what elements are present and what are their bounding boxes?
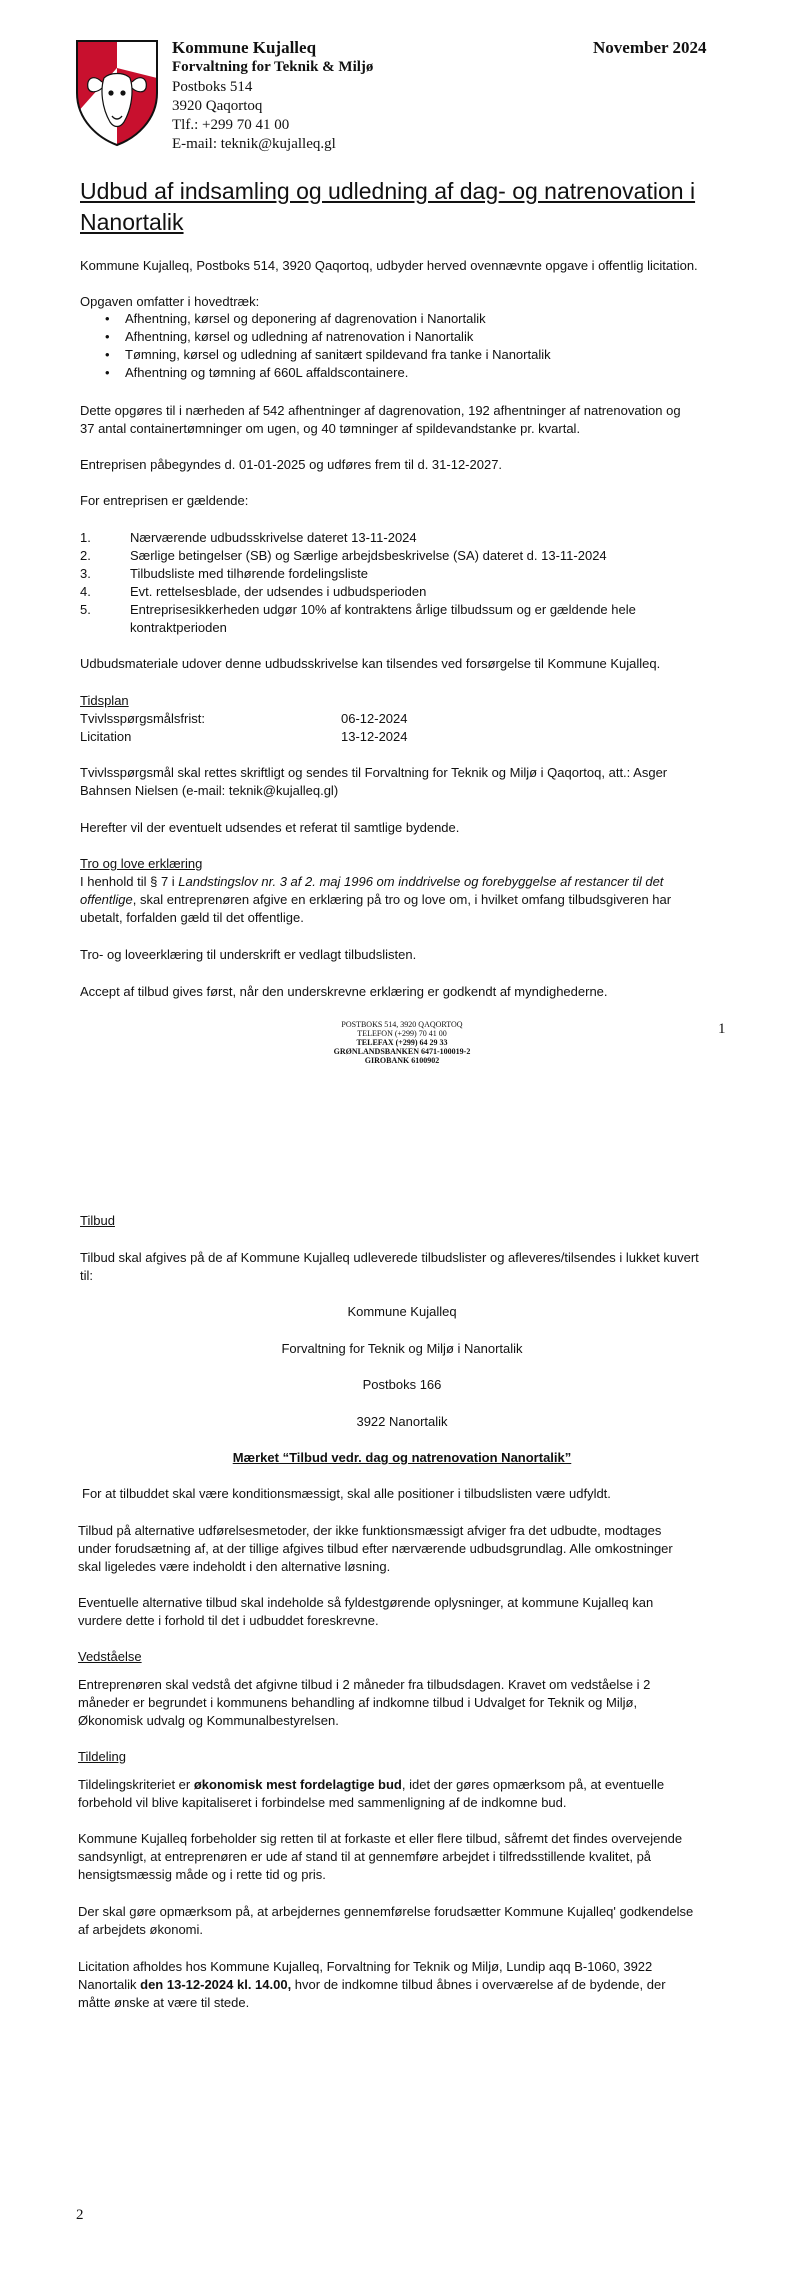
delivery-city: 3922 Nanortalik — [356, 1414, 448, 1429]
alternative-text-line-1: Tilbud på alternative udførelsesmetoder, der ikke funktionsmæssigt afviger fra det udbudte, modtages — [78, 1523, 662, 1538]
document-date: November 2024 — [593, 38, 707, 57]
list-item: 2. Særlige betingelser (SB) og Særlige arbejdsbeskrivelse (SA) dateret d. 13-11-2024 — [80, 548, 607, 563]
phone-number: Tlf.: +299 70 41 00 — [172, 117, 290, 133]
licitation-text-line-2: Nanortalik den 13-12-2024 kl. 14.00, hvor de indkomne tilbud åbnes i overværelse af de bydende, der — [78, 1977, 666, 1992]
schedule-heading: Tidsplan — [80, 693, 129, 708]
delivery-dept: Forvaltning for Teknik og Miljø i Nanortalik — [281, 1341, 523, 1356]
intro-paragraph: Kommune Kujalleq, Postboks 514, 3920 Qaqortoq, udbyder herved ovennævnte opgave i offentlig licitation. — [80, 258, 698, 273]
address-line-2: 3920 Qaqortoq — [172, 98, 263, 114]
list-item: • Afhentning, kørsel og udledning af natrenovation i Nanortalik — [105, 328, 551, 346]
questions-text-line-2: Bahnsen Nielsen (e-mail: teknik@kujalleq.gl) — [80, 783, 339, 798]
tilbud-heading: Tilbud — [80, 1213, 115, 1228]
footer-block — [0, 1020, 804, 1065]
tilbud-text-line-1: Tilbud skal afgives på de af Kommune Kujalleq udleverede tilbudslister og afleveres/tilsendes i lukket kuvert — [80, 1250, 699, 1265]
alternative-text-line-2: under forudsætning af, at der tillige afgives tilbud efter nærværende udbudsgrundlag. Alle omkostninger — [78, 1541, 673, 1556]
questions-text-line-1: Tvivlsspørgsmål skal rettes skriftligt og sendes til Forvaltning for Teknik og Miljø i Qaqortoq, att.: Asger — [80, 765, 668, 780]
schedule-value-questions: 06-12-2024 — [341, 711, 408, 726]
period-text: Entreprisen påbegyndes d. 01-01-2025 og udføres frem til d. 31-12-2027. — [80, 457, 503, 472]
applies-list — [80, 529, 730, 637]
footer-address: POSTBOKS 514, 3920 QAQORTOQ — [341, 1020, 463, 1029]
vedstaelse-text-line-1: Entreprenøren skal vedstå det afgivne tilbud i 2 måneder fra tilbudsdagen. Kravet om vedståelse i 2 — [78, 1677, 651, 1692]
alternative2-text-line-1: Eventuelle alternative tilbud skal indeholde så fyldestgørende oplysninger, at kommune Kujalleq kan — [78, 1595, 654, 1610]
footer-bank: GRØNLANDSBANKEN 6471-100019-2 — [333, 1047, 471, 1056]
applies-heading: For entreprisen er gældende: — [80, 493, 249, 508]
delivery-org: Kommune Kujalleq — [347, 1304, 457, 1319]
municipality-coat-of-arms — [74, 38, 160, 148]
alternative-text-line-3: skal ligeledes være indeholdt i den alternative løsning. — [78, 1559, 391, 1574]
vedstaelse-text-line-2: måneder er begrundet i kommunens behandling af indkomne tilbud i Udvalget for Teknik og Miljø, — [78, 1695, 638, 1710]
schedule-label-questions: Tvivlsspørgsmålsfrist: — [80, 711, 205, 726]
scope-list — [105, 310, 551, 382]
footer-giro: GIROBANK 6100902 — [364, 1056, 440, 1065]
declaration-attached-text: Tro- og loveerklæring til underskrift er vedlagt tilbudslisten. — [80, 947, 417, 962]
acceptance-text: Accept af tilbud gives først, når den underskrevne erklæring er godkendt af myndighederne. — [80, 984, 608, 999]
schedule-value-tender: 13-12-2024 — [341, 729, 408, 744]
page-number-1: 1 — [718, 1021, 726, 1037]
approval-text-line-2: af arbejdets økonomi. — [78, 1922, 204, 1937]
list-item: 3. Tilbudsliste med tilhørende fordelingsliste — [80, 566, 368, 581]
declaration-text-line-3: ubetalt, forfalden gæld til det offentlige. — [80, 910, 304, 925]
reservation-text-line-1: Kommune Kujalleq forbeholder sig retten til at forkaste et eller flere tilbud, såfremt det findes overvejende — [78, 1831, 683, 1846]
tildeling-heading: Tildeling — [78, 1749, 126, 1764]
volume-text-line-1: Dette opgøres til i nærheden af 542 afhentninger af dagrenovation, 192 afhentninger af natrenovation og — [80, 403, 681, 418]
page-number-2: 2 — [76, 2207, 84, 2223]
department-name: Forvaltning for Teknik & Miljø — [172, 59, 374, 75]
email-address: E-mail: teknik@kujalleq.gl — [172, 136, 336, 152]
minutes-text: Herefter vil der eventuelt udsendes et referat til samtlige bydende. — [80, 820, 460, 835]
reservation-text-line-3: hensigtsmæssig måde og i rette tid og pris. — [78, 1867, 326, 1882]
approval-text-line-1: Der skal gøre opmærksom på, at arbejdernes gennemførelse forudsætter Kommune Kujalleq' godkendelse — [78, 1904, 694, 1919]
delivery-box: Postboks 166 — [362, 1377, 442, 1392]
list-item: 5. Entreprisesikkerheden udgør 10% af kontraktens årlige tilbudssum og er gældende hele kontraktperioden — [80, 602, 636, 635]
document-title-line-2: Nanortalik — [80, 209, 184, 235]
footer-phone: TELEFON (+299) 70 41 00 — [357, 1029, 447, 1038]
conditions-text: For at tilbuddet skal være konditionsmæssigt, skal alle positioner i tilbudslisten være udfyldt. — [82, 1486, 611, 1501]
list-item: 4. Evt. rettelsesblade, der udsendes i udbudsperioden — [80, 584, 427, 599]
material-text: Udbudsmateriale udover denne udbudsskrivelse kan tilsendes ved forsørgelse til Kommune Kujalleq. — [80, 656, 661, 671]
list-item: • Afhentning og tømning af 660L affaldscontainere. — [105, 364, 551, 382]
tildeling-text-line-2: forbehold vil blive kapitaliseret i forbindelse med sammenligning af de indkomne bud. — [78, 1795, 567, 1810]
address-line-1: Postboks 514 — [172, 79, 253, 95]
declaration-text-line-2: offentlige, skal entreprenøren afgive en erklæring på tro og love om, i hvilket omfang tilbudsgiveren har — [80, 892, 672, 907]
org-name: Kommune Kujalleq — [172, 38, 317, 57]
scope-heading: Opgaven omfatter i hovedtræk: — [80, 294, 260, 309]
vedstaelse-text-line-3: Økonomisk udvalg og Kommunalbestyrelsen. — [78, 1713, 339, 1728]
volume-text-line-2: 37 antal containertømninger om ugen, og 40 tømninger af spildevandstanke pr. kvartal. — [80, 421, 581, 436]
footer-fax: TELEFAX (+299) 64 29 33 — [356, 1038, 448, 1047]
reservation-text-line-2: sandsynligt, at entreprenøren er ude af stand til at gennemføre arbejdet i tilfredsstillende kvalitet, på — [78, 1849, 652, 1864]
document-title-line-1: Udbud af indsamling og udledning af dag- og natrenovation i — [80, 178, 696, 204]
vedstaelse-heading: Vedståelse — [78, 1649, 142, 1664]
list-item: 1. Nærværende udbudsskrivelse dateret 13-11-2024 — [80, 530, 417, 545]
declaration-heading: Tro og love erklæring — [80, 856, 203, 871]
list-item: • Tømning, kørsel og udledning af sanitært spildevand fra tanke i Nanortalik — [105, 346, 551, 364]
envelope-marking: Mærket “Tilbud vedr. dag og natrenovation Nanortalik” — [232, 1450, 572, 1465]
tildeling-text-line-1: Tildelingskriteriet er økonomisk mest fordelagtige bud, idet der gøres opmærksom på, at eventuelle — [78, 1777, 665, 1792]
alternative2-text-line-2: vurdere dette i forhold til det i udbuddet foreskrevne. — [78, 1613, 379, 1628]
schedule-label-tender: Licitation — [80, 729, 132, 744]
licitation-text-line-3: måtte ønske at være til stede. — [78, 1995, 250, 2010]
declaration-text-line-1: I henhold til § 7 i Landstingslov nr. 3 af 2. maj 1996 om inddrivelse og forebyggelse af restancer til det — [80, 874, 664, 889]
tilbud-text-line-2: til: — [80, 1268, 93, 1283]
licitation-text-line-1: Licitation afholdes hos Kommune Kujalleq, Forvaltning for Teknik og Miljø, Lundip aqq B-1060, 3922 — [78, 1959, 653, 1974]
list-item: • Afhentning, kørsel og deponering af dagrenovation i Nanortalik — [105, 310, 551, 328]
